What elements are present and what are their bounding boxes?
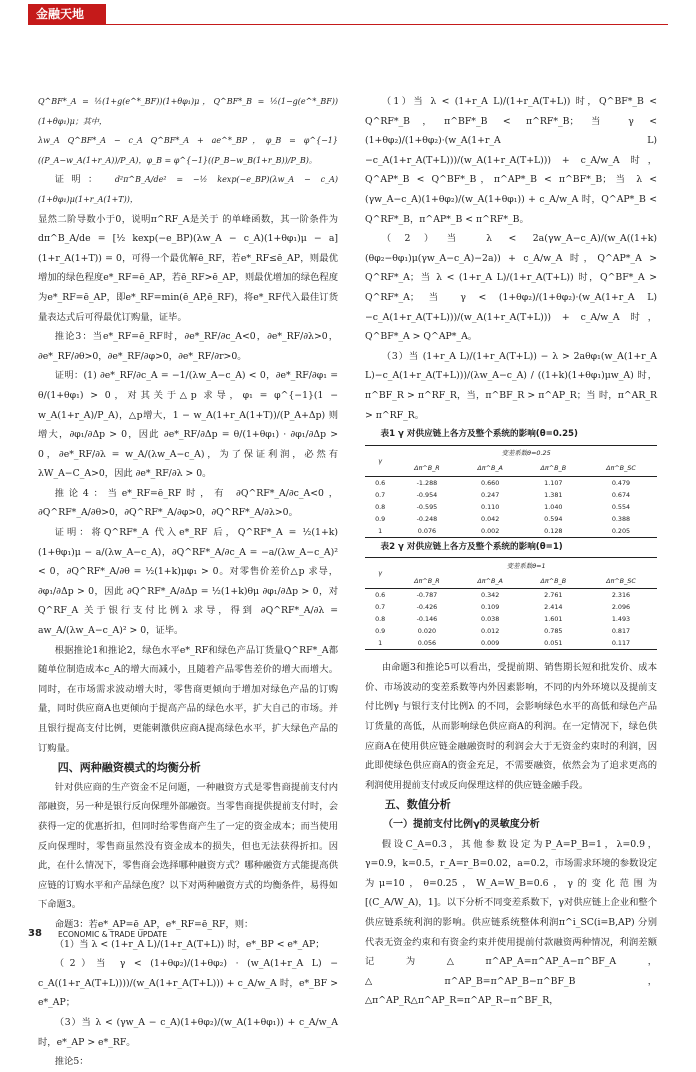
table-1-cell: 0.674 (611, 490, 631, 499)
table-2-corner: γ (365, 558, 395, 589)
table-2-cell: 0.012 (481, 627, 500, 636)
table-1-column-header: Δπ^B_R (414, 464, 440, 473)
corollary-4: 推论4：当e*_RF=ē_RF时，有 ∂Q^RF*_A/∂c_A<0，∂Q^RF*_A/∂θ>0，∂Q^RF*_A/∂φ>0，∂Q^RF*_A/∂λ>0。 (38, 487, 338, 519)
table-1-cell: 0.388 (611, 514, 631, 523)
table-1-cell: 0.594 (544, 514, 563, 523)
table-2-cell: 2.316 (611, 591, 631, 600)
table-2-column-header: Δπ^B_A (477, 576, 503, 585)
proof-paragraph-1: 显然二阶导数小于0，说明π^RF_A是关于 的单峰函数，其一阶条件为 dπ^B_A/de = [½ kexp(−e_BP)(λw_A − c_A)(1+θφ₁)μ − a](1+r_A(1+T)) = 0，可得一个最优解ē_RF，若e*_RF≤ē_AP，则最优增加的绿色程度e*_RF=ē_AP，若ē_RF>ē_AP，则最优增加的绿色程度为e*_RF=ē_AP，即e*_RF=min(ē_AP,ē_RF)，将e*_RF代入最佳订货量表达式后可得最优订购量，证毕。 (38, 213, 338, 323)
table-1-cell: 0.110 (481, 502, 500, 511)
table-1-cell: 0.660 (481, 478, 500, 487)
table-2-cell: 0.817 (611, 627, 631, 636)
table-2-cell: 2.096 (611, 603, 631, 612)
table-2-cell: 0.009 (481, 639, 500, 648)
table-2-cell: 2.414 (544, 603, 563, 612)
table-1-cell: 1.040 (544, 502, 563, 511)
proof-lead (38, 170, 338, 209)
numeric-setup-paragraph: 假设C_A=0.3，其他参数设定为P_A=P_B=1，λ=0.9，γ=0.9，k=0.5，r_A=r_B=0.02，a=0.2，市场需求环境的参数设定为μ=10，θ=0.25，W_A=W_B=0.6，γ的变化范围为[(C_A/W_A)，1]。以下分析不同变差系数下，γ对供应链上企业和整个供应链系统利润的影响。供应链系统整体利润π^i_SC(i=B,AP) 分别代表无资金约束和有资金约束并使用提前付款融资两种情况，利润差额记为△π^AP_A=π^AP_A−π^BF_A，△π^AP_B=π^AP_B−π^BF_B，△π^AP_R△π^AP_R=π^AP_R−π^BF_R， (365, 838, 657, 1007)
table-1-cell: 0.8 (375, 502, 386, 511)
table-2-cell: 0.056 (417, 639, 437, 648)
table-2-group-header: 变差系数θ=1 (506, 561, 546, 570)
table-2-cell: 0.038 (481, 615, 500, 624)
table-1-corner: γ (365, 445, 395, 476)
table-1-row (365, 489, 657, 501)
left-column (38, 92, 338, 1072)
table-2-cell: 0.7 (375, 603, 386, 612)
table-2-cell: 0.8 (375, 615, 386, 624)
corollary-5-case-2: （2）当 λ < 2a(γw_A−c_A)/(w_A((1+k)(θφ₂−θφ₁)μ(γw_A−c_A)−2a)) + c_A/w_A 时，Q^AP*_A > Q^RF*_A；当 λ < (1+r_A L)/(1+r_A(T+L)) 时，Q^BF*_A > Q^RF*_A；当 γ < (1+θφ₂)/(1+θφ₂)·(w_A(1+r_A L)−c_A(1+r_A(T+L)))/(w_A(1+r_A(T+L))) + c_A/w_A 时，Q^BF*_A > Q^AP*_A。 (365, 233, 657, 343)
proof-paragraph-3: 证明：将Q^RF*_A 代入e*_RF 后，Q^RF*_A = ½(1+k)(1+θφ₁)μ − a/(λw_A−c_A)，∂Q^RF*_A/∂c_A = −a/(λw_A−c_A)² < 0，∂Q^RF*_A/∂θ = ½(1+k)μφ₁ > 0。对零售价差价△p 求导，∂φ₁/∂Δp > 0，因此 ∂Q^RF*_A/∂Δp = ½(1+k)θμ ∂φ₁/∂Δp > 0，对Q^RF_A 关于银行支付比例λ 求导，得到 ∂Q^RF*_A/∂λ = aw_A/(λw_A−c_A)² > 0，证毕。 (38, 527, 338, 637)
table-1-column-header: Δπ^B_SC (606, 464, 636, 473)
table-1-cell: -0.954 (416, 490, 438, 499)
table-2-column-header: Δπ^B_R (414, 576, 440, 585)
equation-intro-2: λw_A Q^BF*_A − c_A Q^BF*_A + ae^*_BP，φ_B = φ^{−1}((P_A−w_A(1+r_A))/P_A)，φ_B = φ^{−1}((P_B−w_B(1+r_B))/P_B)。 (38, 136, 338, 165)
table-1-cell: 1 (378, 526, 383, 535)
page-header (0, 0, 696, 30)
table-1-cell: 1.381 (544, 490, 563, 499)
section-4-paragraph: 针对供应商的生产资金不足问题，一种融资方式是零售商提前支付内部融资，另一种是银行反向保理外部融资。当零售商提供提前支付时，会获得一定的优惠折扣，但同时给零售商产生了一定的资金成本；而当使用反向保理时，零售商虽然没有资金成本的损失，但也无法获得折扣。因此，在什么情况下，零售商会选择哪种融资方式？哪种融资方式能提高供应链的订购水平和产品绿色度？以下对两种融资方式的均衡条件，易得如下命题3。 (38, 781, 338, 911)
table-1-cell: 0.128 (544, 526, 563, 535)
table-1-cell: 0.9 (375, 514, 386, 523)
page-number: 38 (28, 928, 42, 939)
subsection-1-title: （一）提前支付比例γ的灵敏度分析 (383, 819, 540, 831)
table-2-cell: 1.493 (611, 615, 631, 624)
table-2-cell: 0.020 (417, 627, 437, 636)
table-1-column-header: Δπ^B_B (540, 464, 567, 473)
table-2-cell: 1 (378, 639, 383, 648)
table-2-row (365, 613, 657, 625)
table-2-cell: 0.051 (544, 639, 563, 648)
corollary-5-case-3: （3）当 (1+r_A L)/(1+r_A(T+L)) − λ > 2aθφ₁(w_A(1+r_A L)−c_A(1+r_A(T+L)))/(λw_A−c_A) / ((1+k)(1+θφ₁)μw_A) 时，π^BF_R > π^RF_R，当，π^BF_R > π^AP_R；当 时，π^AR_R > π^RF_R。 (365, 350, 657, 421)
table-2-cell: 0.9 (375, 627, 386, 636)
proof-label: 证明： (54, 174, 105, 186)
proposition-3-case-2: （2）当 γ < (1+θφ₂)/(1+θφ₂) · (w_A(1+r_A L) − c_A((1+r_A(T+L))))/(w_A(1+r_A(T+L))) + c_A/w_A 时，e*_BF > e*_AP； (38, 958, 338, 1009)
table-1 (365, 445, 657, 538)
table-1-cell: 0.554 (611, 502, 631, 511)
table-2-cell: -0.787 (416, 591, 438, 600)
table-1-cell: -1.288 (416, 478, 438, 487)
table-1-cell: 0.247 (481, 490, 500, 499)
table-1-row (365, 476, 657, 489)
section-5-title: 五、数值分析 (384, 798, 451, 812)
table-2-cell: 1.601 (544, 615, 563, 624)
table-1-group-header: 变差系数θ=0.25 (501, 449, 551, 458)
table-1-cell: 0.042 (481, 514, 500, 523)
table-2-cell: 2.761 (544, 591, 563, 600)
table-1-row (365, 513, 657, 525)
table-1-cell: 0.7 (375, 490, 386, 499)
proof-paragraph-2: 证明：(1) ∂e*_RF/∂c_A = −1/(λw_A−c_A) < 0，∂e*_RF/∂φ₁ = θ/(1+θφ₁) > 0，对其关于△p 求导，φ₁ = φ^{−1}(1 − w_A(1+r_A)/P_A)，△p增大，1 − w_A(1+r_A(1+T))/(P_A+Δp) 则增大，∂φ₁/∂Δp > 0，因此 ∂e*_RF/∂Δp = θ/(1+θφ₁) · ∂φ₁/∂Δp > 0，∂e*_RF/∂λ = w_A/(λw_A−c_A)，为了保证利润，必然有λW_A−C_A>0，因此 ∂e*_RF/∂λ > 0。 (38, 370, 338, 480)
table-1-cell: -0.595 (416, 502, 438, 511)
table-1-caption: 表1 γ 对供应链上各方及整个系统的影响(θ=0.25) (380, 429, 578, 440)
right-column (365, 92, 657, 1011)
corollary-3: 推论3：当e*_RF=ē_RF时，∂e*_RF/∂c_A<0，∂e*_RF/∂λ>0，∂e*_RF/∂θ>0，∂e*_RF/∂φ>0，∂e*_RF/∂r>0。 (38, 331, 338, 362)
analysis-paragraph: 由命题3和推论5可以看出，受提前期、销售期长短和批发价、成本价、市场波动的变差系数等内外因素影响，不同的内外环境以及提前支付比例γ 与银行支付比例λ 的不同，会影响绿色水平的高低和绿色产品订货量的高低，从而影响绿色供应商A的利润。在一定情况下，绿色供应商A在使用供应链金融融资时的利润会大于无资金约束时的利润，因此即使绿色供应商A的资金充足，不需要融资，依然会为了追求更高的利润使用提前支付或反向保理这样的供应链金融手段。 (365, 662, 657, 791)
table-2-column-header: Δπ^B_B (540, 576, 567, 585)
table-2-row (365, 601, 657, 613)
table-2-cell: 0.6 (375, 591, 386, 600)
table-1-cell: 1.107 (544, 478, 563, 487)
table-2-row (365, 589, 657, 602)
table-2 (365, 557, 657, 650)
table-1-cell: 0.076 (417, 526, 437, 535)
corollary-5-case-1: （1）当 λ < (1+r_A L)/(1+r_A(T+L)) 时，Q^BF*_B < Q^RF*_B，π^BF*_B < π^RF*_B；当 γ < (1+θφ₂)/(1+θφ₂)·(w_A(1+r_A L)−c_A(1+r_A(T+L)))/(w_A(1+r_A(T+L))) + c_A/w_A 时，Q^AP*_B < Q^BF*_B，π^AP*_B < π^BF*_B；当 λ < (γw_A−c_A)(1+θφ₂)/(w_A(1+θφ₁)) + c_A/w_A 时，Q^AP*_B < Q^RF*_B，π^AP*_B < π^RF*_B。 (365, 96, 657, 225)
table-2-cell: 0.109 (481, 603, 500, 612)
table-2-cell: 0.342 (481, 591, 500, 600)
table-2-cell: 0.117 (611, 639, 631, 648)
header-rule (28, 24, 668, 25)
corollary-5-label: 推论5： (54, 1056, 89, 1068)
table-1-cell: 0.002 (481, 526, 500, 535)
table-2-cell: 0.785 (544, 627, 563, 636)
table-2-cell: -0.426 (416, 603, 438, 612)
table-2-column-header: Δπ^B_SC (606, 576, 636, 585)
table-1-cell: -0.248 (416, 514, 438, 523)
table-2-caption: 表2 γ 对供应链上各方及整个系统的影响(θ=1) (380, 541, 563, 552)
table-1-cell: 0.205 (611, 526, 631, 535)
table-1-cell: 0.479 (611, 478, 631, 487)
second-derivative-eq: d²π^B_A/de² = −½ kexp(−e_BP)(λw_A − c_A)(1+θφ₁)μ(1+r_A(1+T))， (38, 175, 338, 204)
table-1-column-header: Δπ^B_A (477, 464, 503, 473)
discussion-paragraph: 根据推论1和推论2，绿色水平e*_RF和绿色产品订货量Q^RF*_A都随单位制造成本c_A的增大而减小，且随着产品零售差价的增大而增大。同时，在市场需求波动增大时，零售商更倾向于增加对绿色产品的订购量，同时供应商A也更倾向于提高产品的绿色水平，扩大自己的市场。并且银行提高支付比例，更能刺激供应商A提高绿色水平，扩大绿色产品的订购量。 (38, 644, 338, 754)
table-2-cell: -0.146 (416, 615, 438, 624)
table-2-row (365, 625, 657, 637)
proposition-3-case-3: （3）当 λ < (γw_A − c_A)(1+θφ₂)/(w_A(1+θφ₁)) + c_A/w_A 时，e*_AP > e*_RF。 (38, 1016, 338, 1048)
table-1-cell: 0.6 (375, 478, 386, 487)
proposition-3: 命题3：若e*_AP=ē_AP，e*_RF=ē_RF，则： (54, 918, 254, 930)
proposition-3-case-1: （1）当 λ < (1+r_A L)/(1+r_A(T+L)) 时，e*_BP < e*_AP； (54, 938, 325, 950)
table-1-row (365, 525, 657, 538)
table-2-row (365, 637, 657, 650)
journal-name: ECONOMIC & TRADE UPDATE (58, 930, 167, 939)
equation-intro: Q^BF*_A = ½(1+g(e^*_BF))(1+θφ₁)μ，Q^BF*_B = ½(1−g(e^*_BF))(1+θφ₁)μ；其中， (38, 97, 338, 126)
column-tab: 金融天地 (28, 4, 106, 24)
section-4-title: 四、两种融资模式的均衡分析 (57, 761, 201, 775)
table-1-row (365, 501, 657, 513)
